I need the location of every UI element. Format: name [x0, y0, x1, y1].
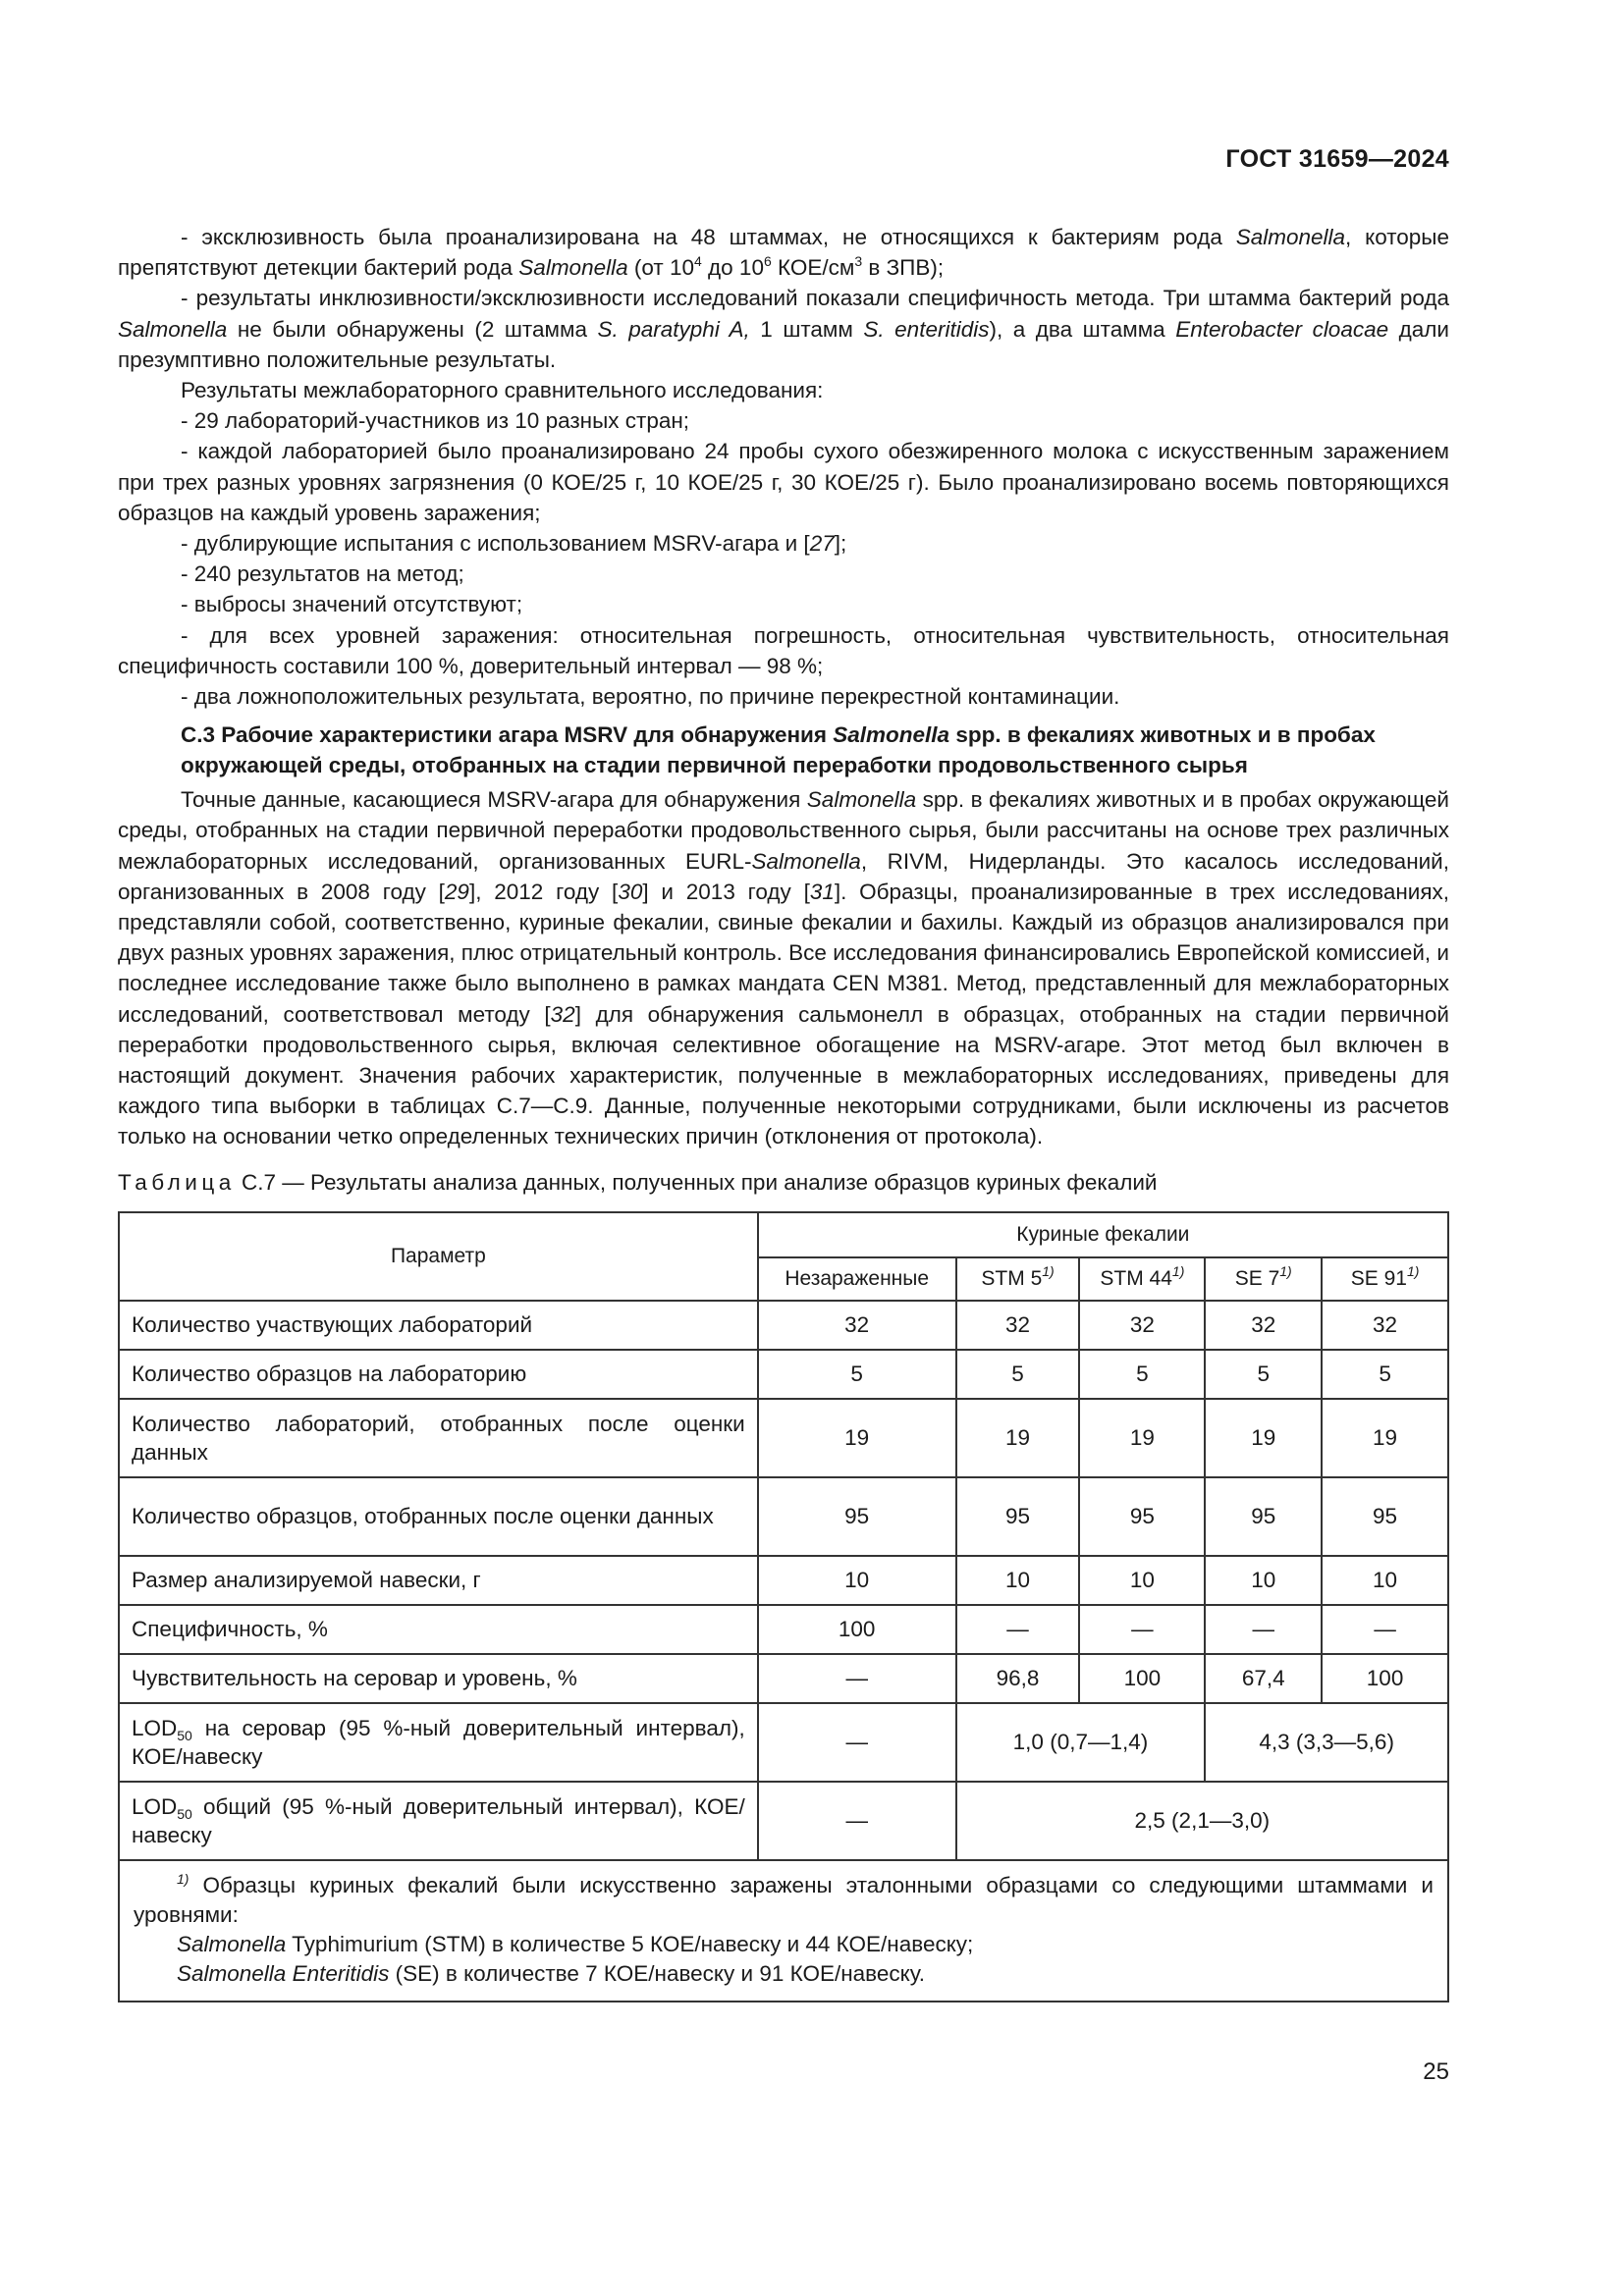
header-chicken-feces: Куриные фекалии	[758, 1212, 1448, 1257]
cell-value: 32	[758, 1301, 956, 1350]
cell-value: —	[758, 1782, 956, 1860]
page-body	[118, 222, 1449, 2002]
cell-value-stm: 1,0 (0,7—1,4)	[956, 1703, 1206, 1782]
cell-value: 100	[1079, 1654, 1205, 1703]
paragraph-outliers: - выбросы значений отсутствуют;	[181, 592, 523, 617]
cell-value: 95	[1079, 1477, 1205, 1556]
cell-value: 10	[758, 1556, 956, 1605]
cell-value: 95	[1322, 1477, 1448, 1556]
cell-value: 95	[758, 1477, 956, 1556]
row-label: Чувствительность на серовар и уровень, %	[119, 1654, 758, 1703]
cell-value: 67,4	[1205, 1654, 1322, 1703]
column-header: SE 91$^{1)}$	[1322, 1257, 1448, 1301]
cell-value: 5	[1079, 1350, 1205, 1399]
row-label: Количество лабораторий, отобранных после оценки данных	[119, 1399, 758, 1477]
results-table	[118, 1211, 1449, 2002]
cell-value: 96,8	[956, 1654, 1080, 1703]
table-row	[119, 1654, 1448, 1703]
cell-value: 10	[1205, 1556, 1322, 1605]
table-row	[119, 1301, 1448, 1350]
paragraph-results-count: - 240 результатов на метод;	[181, 561, 464, 587]
standard-header: ГОСТ 31659—2024	[1225, 145, 1449, 173]
cell-value: 19	[956, 1399, 1080, 1477]
page-number: 25	[1423, 2058, 1449, 2085]
cell-value: 19	[758, 1399, 956, 1477]
cell-value: 100	[758, 1605, 956, 1654]
paragraph-msrv-data: Точные данные, касающиеся MSRV-агара для обнаружения Salmonella spp. в фекалиях животных и в пробах окружающей среды, отобранных на стадии первичной переработки продовольственного сырья, были рассчитаны на основе трех различных межлабораторных исследований, организованных EURL-Salmonella, RIVM, Нидерланды. Это касалось исследований, организованных в 2008 году [29], 2012 году [30] и 2013 году [31]. Образцы, проанализированные в трех исследованиях, представляли собой, соответственно, куриные фекалии, свиные фекалии и бахилы. Каждый из образцов анализировался при двух разных уровнях заражения, плюс отрицательный контроль. Все исследования финансировались Европейской комиссией, и последнее исследование также было выполнено в рамках мандата CEN M381. Метод, представленный для межлабораторных исследований, соответствовал методу [32] для обнаружения сальмонелл в образцах, отобранных на стадии первичной переработки продовольственного сырья, включая селективное обогащение на MSRV-агаре. Этот метод был включен в настоящий документ. Значения рабочих характеристик, полученные в межлабораторных исследованиях, приведены для каждого типа выборки в таблицах С.7—С.9. Данные, полученные некоторыми сотрудниками, были исключены из расчетов только на основании четко определенных технических причин (отклонения от протокола).	[118, 787, 1450, 1149]
cell-value: 32	[1205, 1301, 1322, 1350]
column-header: STM 44$^{1)}$	[1079, 1257, 1205, 1301]
cell-value: 95	[1205, 1477, 1322, 1556]
table-row	[119, 1605, 1448, 1654]
column-header: STM 5$^{1)}$	[956, 1257, 1080, 1301]
paragraph-duplicate-tests: - дублирующие испытания с использованием MSRV-агара и [27];	[181, 531, 847, 557]
table-row	[119, 1477, 1448, 1556]
table-row	[119, 1399, 1448, 1477]
table-row	[119, 1350, 1448, 1399]
cell-value: —	[758, 1654, 956, 1703]
row-label: $LOD_{50}$ на серовар (95 %-ный доверительный интервал), КОЕ/навеску	[119, 1703, 758, 1782]
cell-value: 19	[1322, 1399, 1448, 1477]
cell-value: —	[758, 1703, 956, 1782]
cell-value: —	[956, 1605, 1080, 1654]
cell-value: —	[1322, 1605, 1448, 1654]
cell-value: 10	[1322, 1556, 1448, 1605]
cell-value: 95	[956, 1477, 1080, 1556]
cell-value: 32	[1322, 1301, 1448, 1350]
cell-value: 5	[758, 1350, 956, 1399]
row-label: Специфичность, %	[119, 1605, 758, 1654]
cell-value: 10	[1079, 1556, 1205, 1605]
paragraph-false-positives: - два ложноположительных результата, вероятно, по причине перекрестной контаминации.	[181, 684, 1120, 710]
row-label: $LOD_{50}$ общий (95 %-ный доверительный интервал), КОЕ/навеску	[119, 1782, 758, 1860]
paragraph-exclusivity: - эксклюзивность была проанализирована на 48 штаммах, не относящихся к бактериям рода Salmonella, которые препятствуют детекции бактерий рода Salmonella (от $10^4$ до $10^6$ КОЕ/$см^3$ в ЗПВ);	[118, 225, 1449, 281]
row-label: Количество образцов на лабораторию	[119, 1350, 758, 1399]
cell-value-se: 4,3 (3,3—5,6)	[1205, 1703, 1448, 1782]
cell-value: 10	[956, 1556, 1080, 1605]
paragraph-interlab-results: Результаты межлабораторного сравнительного исследования:	[181, 378, 824, 403]
cell-value: —	[1205, 1605, 1322, 1654]
paragraph-specificity: - для всех уровней заражения: относительная погрешность, относительная чувствительность, относительная специфичность составили 100 %, доверительный интервал — 98 %;	[118, 622, 1449, 678]
cell-value: 32	[1079, 1301, 1205, 1350]
cell-value: 19	[1205, 1399, 1322, 1477]
row-label: Размер анализируемой навески, г	[119, 1556, 758, 1605]
paragraph-samples: - каждой лабораторией было проанализировано 24 пробы сухого обезжиренного молока с искусственным заражением при трех разных уровнях загрязнения (0 КОЕ/25 г, 10 КОЕ/25 г, 30 КОЕ/25 г). Было проанализировано восемь повторяющихся образцов на каждый уровень заражения;	[118, 439, 1449, 525]
column-header: Незараженные	[758, 1257, 956, 1301]
cell-value: —	[1079, 1605, 1205, 1654]
cell-value-total: 2,5 (2,1—3,0)	[956, 1782, 1448, 1860]
cell-value: 32	[956, 1301, 1080, 1350]
row-label: Количество образцов, отобранных после оценки данных	[119, 1477, 758, 1556]
paragraph-participants: - 29 лабораторий-участников из 10 разных стран;	[181, 408, 690, 434]
cell-value: 19	[1079, 1399, 1205, 1477]
table-footnote-row	[119, 1860, 1448, 2002]
header-parameter: Параметр	[119, 1212, 758, 1301]
row-label: Количество участвующих лабораторий	[119, 1301, 758, 1350]
cell-value: 100	[1322, 1654, 1448, 1703]
table-row-lod-total	[119, 1782, 1448, 1860]
cell-value: 5	[956, 1350, 1080, 1399]
table-row	[119, 1556, 1448, 1605]
table-row-lod-serovar	[119, 1703, 1448, 1782]
paragraph-inclusivity-results: - результаты инклюзивности/эксклюзивности исследований показали специфичность метода. Три штамма бактерий рода Salmonella не были обнаружены (2 штамма S. paratyphi A, 1 штамм S. enteritidis), а два штамма Enterobacter cloacae дали презумптивно положительные результаты.	[118, 286, 1449, 372]
cell-value: 5	[1205, 1350, 1322, 1399]
table-footnote: $^{1)}$ Образцы куриных фекалий были искусственно заражены эталонными образцами со следующими штаммами и уровнями: Salmonella Typhimurium (STM) в количестве 5 КОЕ/навеску и 44 КОЕ/навеску; Salmonella Enteritidis (SE) в количестве 7 КОЕ/навеску и 91 КОЕ/навеску.	[119, 1860, 1448, 2002]
table-caption: Таблица С.7 — Результаты анализа данных, полученных при анализе образцов куриных фекалий	[118, 1169, 1158, 1195]
section-title-c3: С.3 Рабочие характеристики агара MSRV для обнаружения Salmonella spp. в фекалиях животных и в пробах окружающей среды, отобранных на стадии первичной переработки продовольственного сырья	[181, 722, 1376, 778]
cell-value: 5	[1322, 1350, 1448, 1399]
column-header: SE 7$^{1)}$	[1205, 1257, 1322, 1301]
